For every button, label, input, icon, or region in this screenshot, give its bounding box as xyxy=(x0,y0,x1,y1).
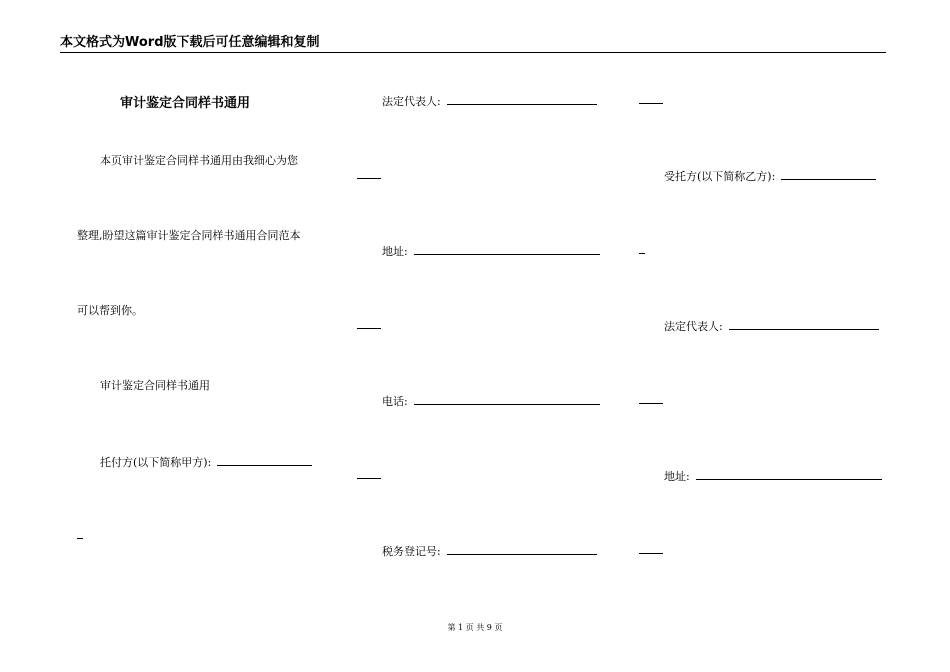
address-label: 地址: xyxy=(382,245,408,258)
party-b-legal-rep-field xyxy=(664,318,879,334)
intro-line-3: 可以帮到你。 xyxy=(77,304,143,317)
party-a-address-field xyxy=(382,243,600,259)
blank-continuation xyxy=(357,478,381,479)
intro-line-1: 本页审计鉴定合同样书通用由我细心为您 xyxy=(100,154,298,167)
phone-label: 电话: xyxy=(382,395,408,408)
legal-rep-label: 法定代表人: xyxy=(382,95,441,108)
blank-continuation xyxy=(357,178,381,179)
phone-blank xyxy=(414,393,600,405)
page-number: 第 1 页 共 9 页 xyxy=(447,623,503,632)
document-title: 审计鉴定合同样书通用 xyxy=(120,96,251,111)
party-b-blank xyxy=(781,168,876,180)
blank-continuation xyxy=(77,538,83,539)
tax-reg-label: 税务登记号: xyxy=(382,545,441,558)
blank-continuation xyxy=(357,328,381,329)
intro-line-2: 整理,盼望这篇审计鉴定合同样书通用合同范本 xyxy=(77,229,301,242)
party-a-phone-field xyxy=(382,393,600,409)
blank-continuation xyxy=(639,553,663,554)
party-a-legal-rep-field xyxy=(382,93,597,109)
party-b-label: 受托方(以下简称乙方): xyxy=(664,170,776,183)
party-a-label: 托付方(以下简称甲方): xyxy=(100,456,212,469)
address-blank xyxy=(414,243,600,255)
party-b-field xyxy=(664,168,876,184)
legal-rep-blank xyxy=(729,318,879,330)
legal-rep-blank xyxy=(447,93,597,105)
party-a-blank xyxy=(217,454,312,466)
blank-continuation xyxy=(639,253,645,254)
party-a-field xyxy=(100,454,312,470)
address-blank xyxy=(696,468,882,480)
tax-reg-blank xyxy=(447,543,597,555)
legal-rep-label: 法定代表人: xyxy=(664,320,723,333)
blank-continuation xyxy=(639,103,663,104)
subtitle: 审计鉴定合同样书通用 xyxy=(100,379,210,392)
party-b-address-field xyxy=(664,468,882,484)
document-header: 本文格式为Word版下载后可任意编辑和复制 xyxy=(60,34,886,53)
address-label: 地址: xyxy=(664,470,690,483)
blank-continuation xyxy=(639,403,663,404)
party-a-tax-field xyxy=(382,543,597,559)
